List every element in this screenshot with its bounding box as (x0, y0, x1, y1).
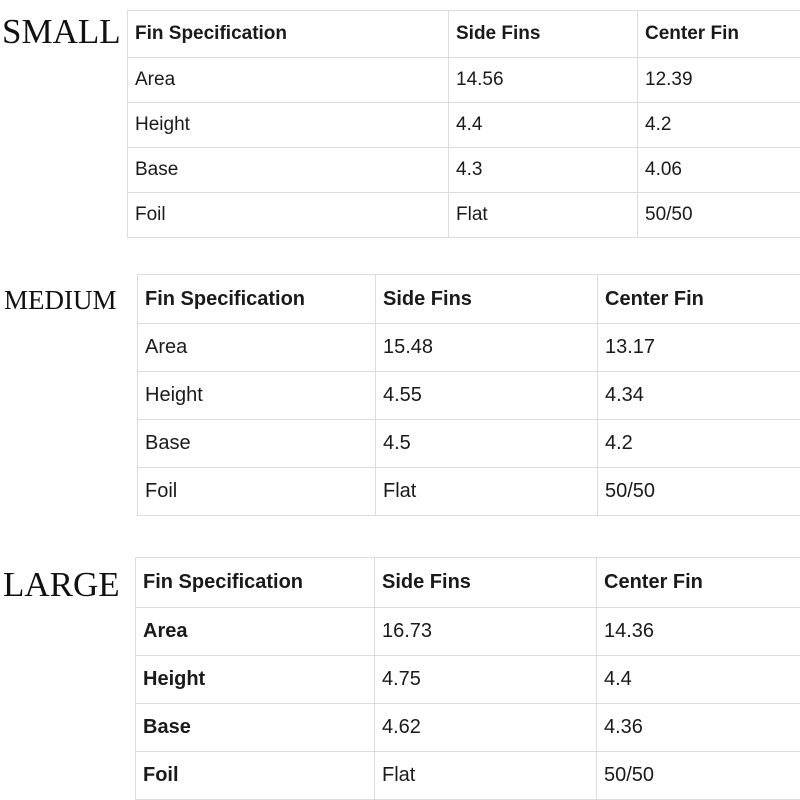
fin-spec-table-small (127, 10, 800, 238)
table-row (128, 193, 800, 238)
center-fin-value: 4.06 (638, 148, 800, 193)
size-label-small: SMALL (2, 12, 121, 51)
row-label: Height (138, 372, 376, 420)
side-fins-value: Flat (375, 752, 597, 800)
center-fin-value: 4.2 (638, 103, 800, 148)
center-fin-value: 13.17 (598, 324, 800, 372)
side-fins-value: 14.56 (449, 58, 638, 103)
row-label: Foil (138, 468, 376, 516)
table-row (136, 704, 800, 752)
side-fins-value: 4.3 (449, 148, 638, 193)
header-center-fin: Center Fin (598, 275, 800, 324)
table-row (128, 148, 800, 193)
center-fin-value: 14.36 (597, 608, 800, 656)
center-fin-value: 50/50 (598, 468, 800, 516)
table-header-row (136, 558, 800, 608)
header-center-fin: Center Fin (597, 558, 800, 608)
header-side-fins: Side Fins (376, 275, 598, 324)
row-label: Area (128, 58, 449, 103)
center-fin-value: 4.36 (597, 704, 800, 752)
side-fins-value: 4.62 (375, 704, 597, 752)
side-fins-value: 4.5 (376, 420, 598, 468)
fin-spec-table-medium (137, 274, 800, 516)
side-fins-value: Flat (449, 193, 638, 238)
header-center-fin: Center Fin (638, 11, 800, 58)
table-row (136, 608, 800, 656)
row-label: Foil (128, 193, 449, 238)
fin-spec-table-large (135, 557, 800, 800)
table-row (138, 372, 800, 420)
center-fin-value: 50/50 (638, 193, 800, 238)
side-fins-value: Flat (376, 468, 598, 516)
table-row (138, 468, 800, 516)
header-side-fins: Side Fins (449, 11, 638, 58)
row-label: Area (138, 324, 376, 372)
table-row (128, 103, 800, 148)
table-header-row (138, 275, 800, 324)
header-fin-specification: Fin Specification (138, 275, 376, 324)
row-label: Base (138, 420, 376, 468)
table-row (136, 752, 800, 800)
table-header-row (128, 11, 800, 58)
row-label: Base (128, 148, 449, 193)
row-label: Base (136, 704, 375, 752)
side-fins-value: 4.4 (449, 103, 638, 148)
row-label: Height (128, 103, 449, 148)
side-fins-value: 4.55 (376, 372, 598, 420)
row-label: Foil (136, 752, 375, 800)
header-fin-specification: Fin Specification (136, 558, 375, 608)
table-row (138, 420, 800, 468)
row-label: Height (136, 656, 375, 704)
header-fin-specification: Fin Specification (128, 11, 449, 58)
table-row (128, 58, 800, 103)
side-fins-value: 4.75 (375, 656, 597, 704)
center-fin-value: 50/50 (597, 752, 800, 800)
row-label: Area (136, 608, 375, 656)
side-fins-value: 16.73 (375, 608, 597, 656)
center-fin-value: 4.2 (598, 420, 800, 468)
header-side-fins: Side Fins (375, 558, 597, 608)
side-fins-value: 15.48 (376, 324, 598, 372)
size-label-large: LARGE (3, 565, 120, 604)
center-fin-value: 12.39 (638, 58, 800, 103)
table-row (136, 656, 800, 704)
table-row (138, 324, 800, 372)
size-label-medium: MEDIUM (4, 285, 117, 315)
center-fin-value: 4.34 (598, 372, 800, 420)
center-fin-value: 4.4 (597, 656, 800, 704)
